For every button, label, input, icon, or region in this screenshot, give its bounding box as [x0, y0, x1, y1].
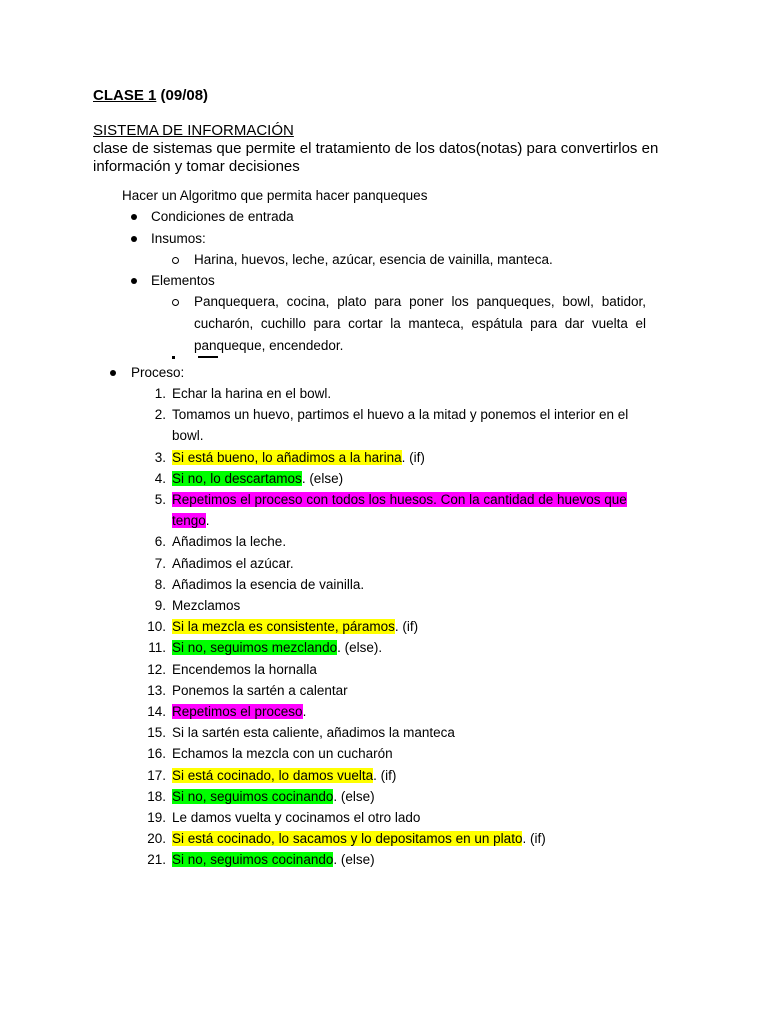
bullet-icon — [131, 214, 137, 220]
step-text: Ponemos la sartén a calentar — [172, 683, 348, 698]
step-number: 17. — [147, 768, 166, 783]
bullet-insumos: Insumos: — [151, 231, 206, 246]
step-number: 13. — [147, 683, 166, 698]
step-line — [172, 768, 396, 783]
step-number: 7. — [154, 556, 166, 571]
bullet-icon — [110, 370, 116, 376]
step-tag: . — [205, 513, 210, 528]
step-tag: . (if) — [401, 450, 425, 465]
elementos-line-3: panqueque, encendedor. — [194, 338, 344, 353]
step-text: Si no, seguimos cocinando — [172, 852, 334, 867]
step-line — [172, 789, 375, 804]
step-line — [172, 492, 627, 507]
step-line — [172, 810, 420, 825]
step-number: 20. — [147, 831, 166, 846]
step-number: 1. — [154, 386, 166, 401]
step-line — [172, 534, 286, 549]
step-tag: . — [302, 704, 307, 719]
step-number: 14. — [147, 704, 166, 719]
elementos-line-2: cucharón, cuchillo para cortar la manteca, espátula para dar vuelta el — [194, 316, 646, 331]
step-text: Si no, seguimos mezclando — [172, 640, 338, 655]
step-line — [172, 831, 546, 846]
step-line — [172, 450, 425, 465]
page-title — [93, 87, 208, 104]
step-text: Encendemos la hornalla — [172, 662, 317, 677]
step-tag: . (if) — [394, 619, 419, 634]
step-tag: . (else). — [337, 640, 383, 655]
step-text: Si no, lo descartamos — [172, 471, 302, 486]
bullet-entrada: Condiciones de entrada — [151, 209, 294, 224]
bullet-icon — [131, 278, 137, 284]
step-tag: . (else) — [333, 852, 375, 867]
step-text: Si está bueno, lo añadimos a la harina — [172, 450, 402, 465]
step-number: 10. — [147, 619, 166, 634]
step-number: 4. — [154, 471, 166, 486]
step-text: tengo — [172, 513, 206, 528]
step-number: 19. — [147, 810, 166, 825]
step-number: 5. — [154, 492, 166, 507]
step-number: 16. — [147, 746, 166, 761]
step-line — [172, 683, 348, 698]
definition-line-2: información y tomar decisiones — [93, 158, 300, 175]
step-number: 9. — [154, 598, 166, 613]
step-number: 12. — [147, 662, 166, 677]
step-line — [172, 852, 375, 867]
step-number: 15. — [147, 725, 166, 740]
circle-bullet-icon — [172, 257, 179, 264]
step-line — [172, 577, 364, 592]
step-tag: . (else) — [333, 789, 375, 804]
cropped-line-fragment — [172, 355, 272, 359]
definition-line-1: clase de sistemas que permite el tratamiento de los datos(notas) para convertirlos en — [93, 140, 659, 157]
step-tag: . (if) — [373, 768, 397, 783]
step-text: Si no, seguimos cocinando — [172, 789, 334, 804]
step-line — [172, 471, 343, 486]
step-line — [172, 704, 306, 719]
bullet-elementos: Elementos — [151, 273, 215, 288]
step-text: Si la mezcla es consistente, páramos — [172, 619, 395, 634]
step-text: Si la sartén esta caliente, añadimos la manteca — [172, 725, 455, 740]
bullet-icon — [131, 236, 137, 242]
step-text: Añadimos la esencia de vainilla. — [172, 577, 365, 592]
step-number: 8. — [154, 577, 166, 592]
page-title-date: (09/08) — [156, 87, 209, 104]
step-tag: . (else) — [301, 471, 344, 486]
step-number: 21. — [147, 852, 166, 867]
step-line — [172, 619, 418, 634]
step-text: Tomamos un huevo, partimos el huevo a la mitad y ponemos el interior en el — [172, 407, 629, 422]
bullet-proceso: Proceso: — [131, 365, 185, 380]
step-text: Si está cocinado, lo damos vuelta — [172, 768, 374, 783]
step-text: Repetimos el proceso con todos los huesos. Con la cantidad de huevos que — [172, 492, 627, 507]
step-number: 3. — [154, 450, 166, 465]
step-line — [172, 556, 294, 571]
step-tag: . (if) — [522, 831, 546, 846]
page-title-main: CLASE 1 — [93, 87, 157, 104]
step-line — [172, 746, 393, 761]
step-text: Echamos la mezcla con un cucharón — [172, 746, 393, 761]
step-line — [172, 640, 382, 655]
step-line — [172, 407, 628, 422]
step-text: Añadimos la leche. — [172, 534, 287, 549]
step-line — [172, 513, 210, 528]
circle-bullet-icon — [172, 299, 179, 306]
step-text: Le damos vuelta y cocinamos el otro lado — [172, 810, 421, 825]
step-number: 6. — [154, 534, 166, 549]
elementos-line-1: Panquequera, cocina, plato para poner los panqueques, bowl, batidor, — [194, 294, 646, 309]
step-text: Añadimos el azúcar. — [172, 556, 294, 571]
section-heading: SISTEMA DE INFORMACIÓN — [93, 122, 294, 139]
step-line — [172, 662, 317, 677]
algorithm-intro: Hacer un Algoritmo que permita hacer panqueques — [122, 188, 428, 203]
step-line — [172, 386, 331, 401]
insumos-detail: Harina, huevos, leche, azúcar, esencia de vainilla, manteca. — [194, 252, 553, 267]
step-line — [172, 725, 455, 740]
step-text: bowl. — [172, 428, 204, 443]
step-text: Repetimos el proceso — [172, 704, 303, 719]
step-line — [172, 428, 204, 443]
step-number: 18. — [147, 789, 166, 804]
step-text: Mezclamos — [172, 598, 241, 613]
step-number: 11. — [148, 640, 166, 655]
step-line — [172, 598, 240, 613]
step-number: 2. — [154, 407, 166, 422]
step-text: Echar la harina en el bowl. — [172, 386, 332, 401]
step-text: Si está cocinado, lo sacamos y lo depositamos en un plato — [172, 831, 523, 846]
